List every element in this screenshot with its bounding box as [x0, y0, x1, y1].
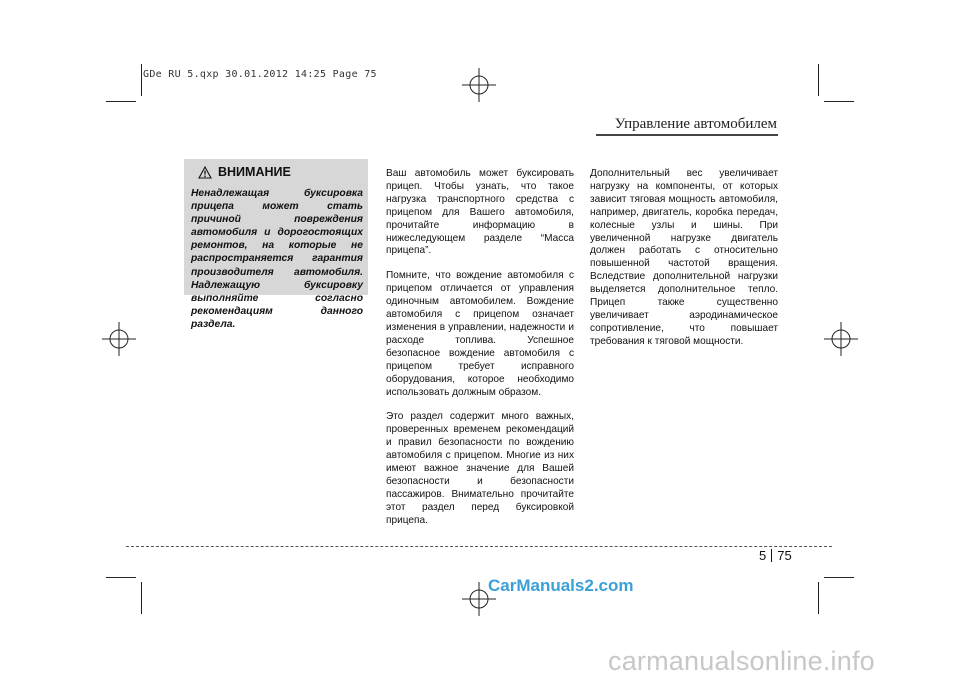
crop-mark-bottom-right-h — [824, 577, 854, 578]
header-rule — [596, 134, 778, 136]
paragraph: Дополнительный вес увеличивает нагрузку на компоненты, от которых зависит тяговая мощность автомобиля, например, двигатель, коробка передач, колесные узлы и шины. При увеличенной нагрузке двигатель должен работать с относительно повышенной частотой вращения. Вследствие дополнительной нагрузки выделяется дополнительное тепло. Прицеп также существенно увеличивает аэродинамическое сопротивление, что повышает требования к тяговой мощности. — [590, 168, 778, 347]
watermark-carmanualsonline[interactable]: carmanualsonline.info — [608, 646, 875, 676]
warning-text: Ненадлежащая буксировка прицепа может стать причиной повреждения автомобиля и дорогостоящих ремонтов, на которые не распространяется гарантия производителя автомобиля. Надлежащую буксировку выполняйте согласно рекомендациям данного раздела. — [191, 188, 363, 330]
paragraph: Помните, что вождение автомобиля с прицепом отличается от управления одиночным автомобилем. Вождение автомобиля с прицепом означает изменения в управлении, надежности и расходе топлива. Успешное безопасное вождение автомобиля с прицепом требует исправного оборудования, которое необходимо использовать должным образом. — [386, 270, 574, 398]
column-right — [590, 168, 778, 361]
registration-mark-left-icon — [102, 322, 136, 356]
paragraph: Это раздел содержит много важных, проверенных временем рекомендаций и правил безопасности по вождению автомобиля с прицепом. Многие из них имеют важное значение для Вашей безопасности и безопасности пассажиров. Внимательно прочитайте этот раздел перед буксировкой прицепа. — [386, 411, 574, 526]
warning-heading — [198, 165, 291, 179]
crop-mark-top-left-h — [106, 101, 136, 102]
page-number — [759, 548, 792, 563]
print-slug: GDe RU 5.qxp 30.01.2012 14:25 Page 75 — [143, 69, 377, 80]
registration-mark-top-icon — [462, 68, 496, 102]
crop-mark-top-right-v — [818, 64, 819, 96]
crop-mark-top-right-h — [824, 101, 854, 102]
crop-mark-bottom-right-v — [818, 582, 819, 614]
crop-mark-bottom-left-h — [106, 577, 136, 578]
warning-title: ВНИМАНИЕ — [218, 165, 291, 179]
warning-box — [184, 159, 368, 330]
crop-mark-bottom-left-v — [141, 582, 142, 614]
section-header-title: Управление автомобилем — [614, 116, 777, 132]
footer-dashed-rule — [126, 546, 832, 547]
section-number: 5 — [759, 548, 767, 563]
registration-mark-right-icon — [824, 322, 858, 356]
crop-mark-top-left-v — [141, 64, 142, 96]
column-middle — [386, 168, 574, 540]
page-number-value: 75 — [777, 548, 792, 563]
warning-triangle-icon — [198, 166, 212, 179]
page-number-separator — [771, 549, 772, 562]
paragraph: Ваш автомобиль может буксировать прицеп. Чтобы узнать, что такое нагрузка транспортного средства с прицепом для Вашего автомобиля, прочитайте информацию в нижеследующем разделе “Масса прицепа”. — [386, 168, 574, 257]
watermark-carmanuals2[interactable]: CarManuals2.com — [488, 576, 634, 595]
